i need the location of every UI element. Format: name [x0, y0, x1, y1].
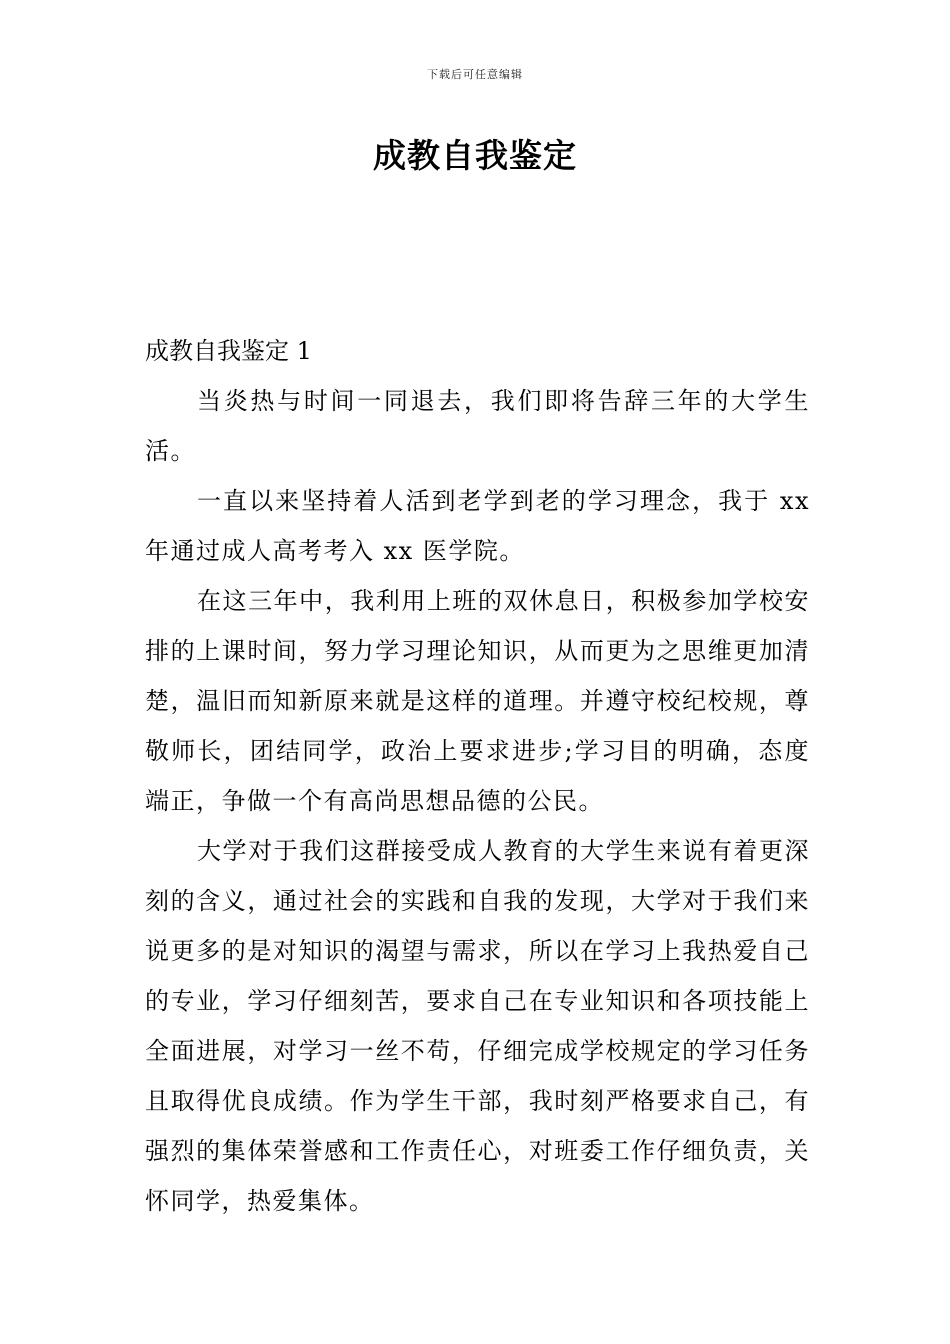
paragraph: 一直以来坚持着人活到老学到老的学习理念，我于 xx 年通过成人高考考入 xx 医学院。	[145, 487, 810, 565]
paragraph: 大学对于我们这群接受成人教育的大学生来说有着更深刻的含义，通过社会的实践和自我的发现，大学对于我们来说更多的是对知识的渴望与需求，所以在学习上我热爱自己的专业，学习仔细刻苦，要求自己在专业知识和各项技能上全面进展，对学习一丝不苟，仔细完成学校规定的学习任务且取得优良成绩。作为学生干部，我时刻严格要求自己，有强烈的集体荣誉感和工作责任心，对班委工作仔细负责，关怀同学，热爱集体。	[145, 837, 810, 1215]
document-title: 成教自我鉴定	[373, 136, 577, 175]
paragraph: 在这三年中，我利用上班的双休息日，积极参加学校安排的上课时间，努力学习理论知识，从而更为之思维更加清楚，温旧而知新原来就是这样的道理。并遵守校纪校规，尊敬师长，团结同学，政治上要求进步;学习目的明确，态度端正，争做一个有高尚思想品德的公民。	[145, 587, 810, 815]
section-heading: 成教自我鉴定 1	[145, 337, 312, 365]
header-note: 下载后可任意编辑	[427, 68, 523, 81]
paragraph: 当炎热与时间一同退去，我们即将告辞三年的大学生活。	[145, 387, 810, 465]
document-body	[145, 326, 810, 1226]
